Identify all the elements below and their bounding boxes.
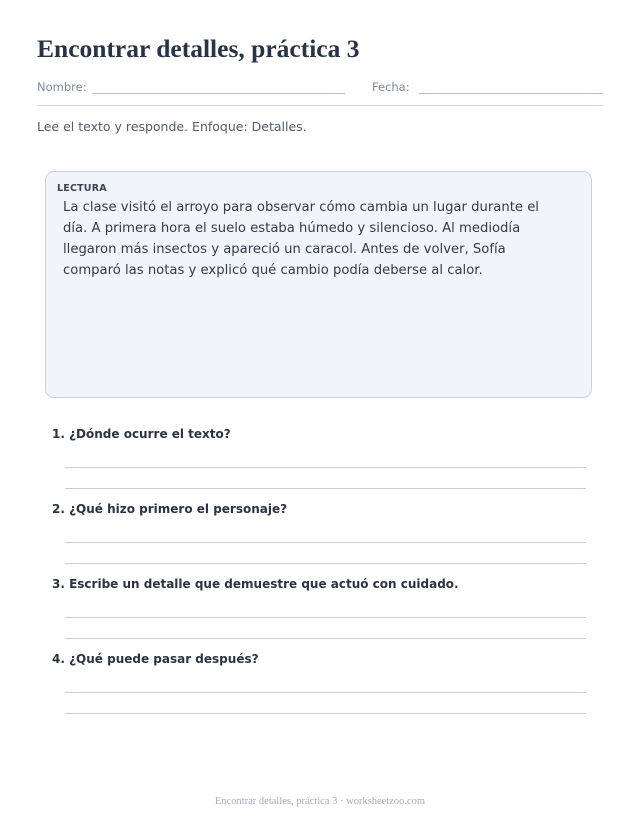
name-field[interactable] (92, 93, 345, 94)
answer-line[interactable] (65, 488, 586, 489)
answer-line[interactable] (65, 542, 586, 543)
reading-label: LECTURA (57, 183, 107, 194)
question-1: 1. ¿Dónde ocurre el texto? (52, 427, 231, 441)
answer-line[interactable] (65, 617, 586, 618)
answer-line[interactable] (65, 692, 586, 693)
answer-line[interactable] (65, 467, 586, 468)
date-field[interactable] (419, 93, 603, 94)
reading-passage-box (45, 171, 592, 398)
reading-passage-text: La clase visitó el arroyo para observar cómo cambia un lugar durante el día. A primera hora el suelo estaba húmedo y silencioso. Al mediodía llegaron más insectos y apareció un caracol. Antes de volver, Sofía comparó las notas y explicó qué cambio podía deberse al calor. (63, 200, 539, 278)
question-3: 3. Escribe un detalle que demuestre que actuó con cuidado. (52, 577, 459, 591)
page-title: Encontrar detalles, práctica 3 (37, 34, 360, 63)
answer-line[interactable] (65, 713, 586, 714)
question-4: 4. ¿Qué puede pasar después? (52, 652, 259, 666)
page-footer: Encontrar detalles, práctica 3 · worksheetzoo.com (214, 796, 426, 807)
header-divider (37, 105, 603, 106)
answer-line[interactable] (65, 638, 586, 639)
answer-line[interactable] (65, 563, 586, 564)
instructions-text: Lee el texto y responde. Enfoque: Detalles. (37, 119, 307, 134)
name-label: Nombre: (37, 80, 87, 94)
question-2: 2. ¿Qué hizo primero el personaje? (52, 502, 288, 516)
date-label: Fecha: (372, 80, 410, 94)
